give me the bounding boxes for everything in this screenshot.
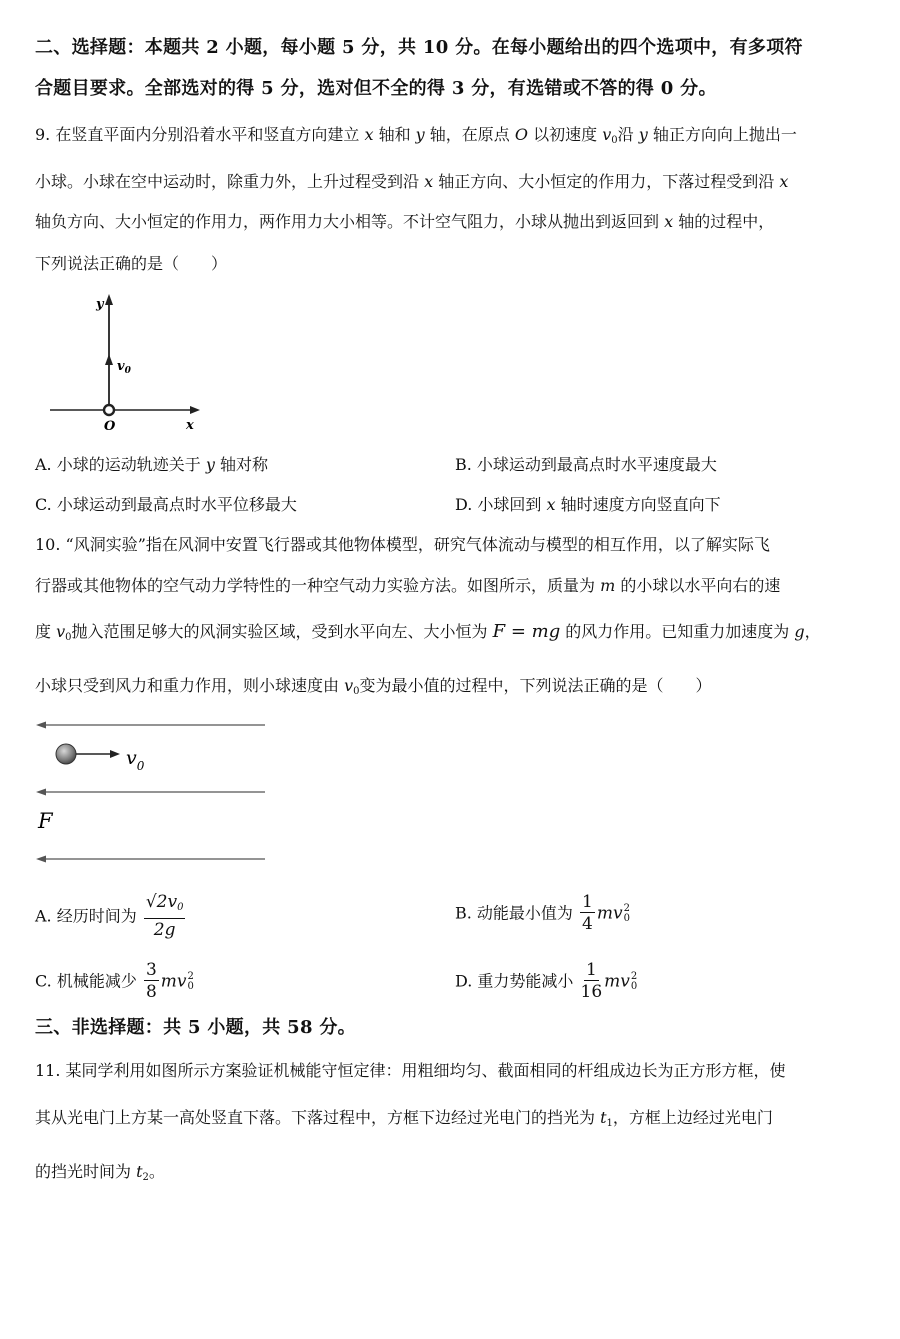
origin-label: O <box>104 419 116 434</box>
wind-arrowhead-middle <box>36 789 46 796</box>
ball <box>56 744 76 764</box>
q9-line4: 下列说法正确的是（ ） <box>35 254 228 273</box>
q9-line1: 9. 在竖直平面内分别沿着水平和竖直方向建立 x 轴和 y 轴，在原点 O 以初速度 $v_0$沿 y 轴正方向向上抛出一 <box>35 125 797 146</box>
q10-option-d: D. 重力势能减小 $\frac{1}{16}$ mv 2 0 <box>455 960 638 1002</box>
x-axis-label: x <box>186 418 194 433</box>
y-axis-label: y <box>96 297 104 312</box>
y-axis-arrowhead <box>105 294 113 305</box>
q10-line1: 10. “风洞实验”指在风洞中安置飞行器或其他物体模型，研究气体流动与模型的相互作用，以了解实际飞 <box>35 535 770 554</box>
q10-line4: 小球只受到风力和重力作用，则小球速度由 $v_0$变为最小值的过程中，下列说法正确的是（ ） <box>35 676 712 697</box>
section3-heading: 三、非选择题：共 5 小题，共 58 分。 <box>35 1017 356 1038</box>
q9-line2: 小球。小球在空中运动时，除重力外，上升过程受到沿 x 轴正方向、大小恒定的作用力，下落过程受到沿 x <box>35 172 789 191</box>
q11-line2: 其从光电门上方某一高处竖直下落。下落过程中，方框下边经过光电门的挡光为 $t_1$，方框上边经过光电门 <box>35 1108 773 1129</box>
option-b-fraction: $\frac{1}{4}$ <box>582 892 593 934</box>
q10-wind-tunnel-figure <box>30 712 275 870</box>
q10-option-b: B. 动能最小值为 $\frac{1}{4}$ mv 2 0 <box>455 892 630 934</box>
force-label: F <box>38 809 53 833</box>
x-axis-arrowhead <box>190 406 200 414</box>
v0-label: $v_0$ <box>126 747 145 773</box>
q10-option-a: A. 经历时间为 $\frac{√2v_0}{2g}$ <box>35 892 184 940</box>
q10-line3: 度 $v_0$抛入范围足够大的风洞实验区域，受到水平向左、大小恒为 F = mg 的风力作用。已知重力加速度为 g， <box>35 621 821 643</box>
q9-line3: 轴负方向、大小恒定的作用力，两作用力大小相等。不计空气阻力，小球从抛出到返回到 x 轴的过程中， <box>35 212 775 231</box>
q11-line1: 11. 某同学利用如图所示方案验证机械能守恒定律：用粗细均匀、截面相同的杆组成边长为正方形方框，使 <box>35 1061 786 1080</box>
wind-arrowhead-top <box>36 722 46 729</box>
option-a-fraction: $\frac{√2v_0}{2g}$ <box>145 892 184 940</box>
wind-arrowhead-bottom <box>36 856 46 863</box>
option-c-fraction: $\frac{3}{8}$ <box>145 960 157 1002</box>
q9-option-c: C. 小球运动到最高点时水平位移最大 <box>35 495 297 514</box>
option-d-fraction: $\frac{1}{16}$ <box>580 960 603 1002</box>
section2-heading-line2: 合题目要求。全部选对的得 5 分，选对但不全的得 3 分，有选错或不答的得 0 分。 <box>35 78 717 99</box>
q11-line3: 的挡光时间为 $t_2$。 <box>35 1162 165 1183</box>
q10-option-c: C. 机械能减少 $\frac{3}{8}$ mv 2 0 <box>35 960 194 1002</box>
v0-label: $v_0$ <box>117 359 131 376</box>
q9-axes-figure <box>40 288 210 436</box>
q10-line2: 行器或其他物体的空气动力学特性的一种空气动力实验方法。如图所示，质量为 m 的小球以水平向右的速 <box>35 576 781 595</box>
q9-option-b: B. 小球运动到最高点时水平速度最大 <box>455 455 717 474</box>
velocity-arrowhead <box>105 354 113 365</box>
ball-at-origin <box>104 405 114 415</box>
q9-option-a: A. 小球的运动轨迹关于 y 轴对称 <box>35 455 268 474</box>
velocity-arrowhead <box>110 750 120 758</box>
section2-heading-line1: 二、选择题：本题共 2 小题，每小题 5 分，共 10 分。在每小题给出的四个选项中，有多项符 <box>35 37 803 58</box>
q9-option-d: D. 小球回到 x 轴时速度方向竖直向下 <box>455 495 721 514</box>
